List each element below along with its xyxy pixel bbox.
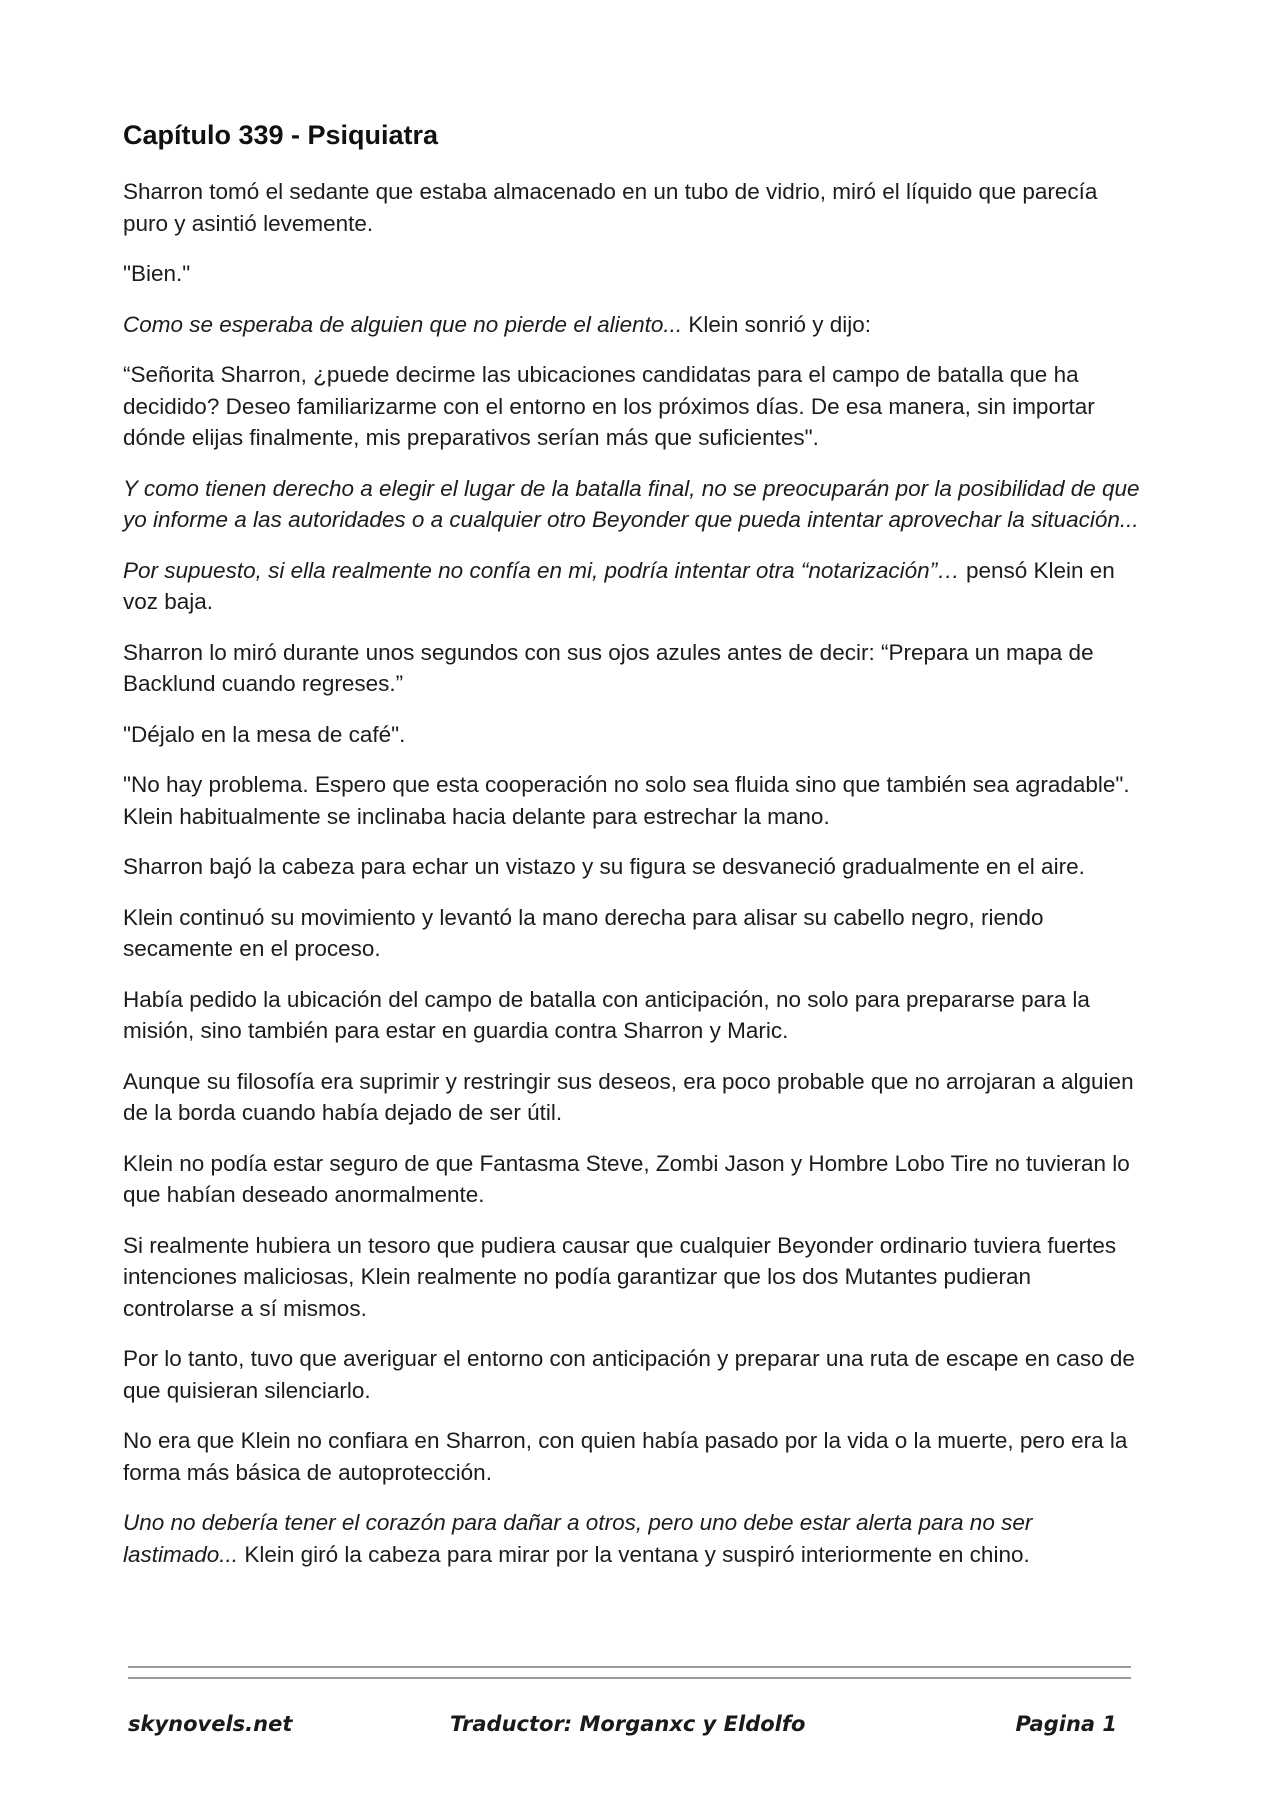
paragraph-text: Sharron lo miró durante unos segundos con sus ojos azules antes de decir: “Prepara un mapa de Backlund cuando regreses.” bbox=[123, 639, 1094, 696]
paragraph-text: "Bien." bbox=[123, 261, 191, 286]
paragraph-text: Klein no podía estar seguro de que Fantasma Steve, Zombi Jason y Hombre Lobo Tire no tuvieran lo que habían deseado anormalmente. bbox=[123, 1150, 1130, 1207]
paragraph-text: Sharron bajó la cabeza para echar un vistazo y su figura se desvaneció gradualmente en el aire. bbox=[123, 854, 1085, 879]
paragraph-text: Si realmente hubiera un tesoro que pudiera causar que cualquier Beyonder ordinario tuviera fuertes intenciones maliciosas, Klein realmente no podía garantizar que los dos Mutantes pudieran controlarse a sí mismos. bbox=[123, 1232, 1117, 1321]
footer-site: skynovels.net bbox=[128, 1712, 293, 1736]
paragraph bbox=[123, 719, 1143, 751]
paragraph bbox=[123, 1343, 1143, 1406]
paragraph bbox=[123, 473, 1143, 536]
paragraph-text: Sharron tomó el sedante que estaba almacenado en un tubo de vidrio, miró el líquido que parecía puro y asintió levemente. bbox=[123, 179, 1098, 236]
paragraph bbox=[123, 1148, 1143, 1211]
page-footer bbox=[128, 1712, 1131, 1752]
paragraph-text: pensó Klein en voz baja. bbox=[123, 557, 1115, 614]
paragraph-list bbox=[123, 176, 1143, 1570]
paragraph-text: Por lo tanto, tuvo que averiguar el entorno con anticipación y preparar una ruta de escape en caso de que quisieran silenciarlo. bbox=[123, 1346, 1135, 1403]
paragraph bbox=[123, 1425, 1143, 1488]
paragraph-text: No era que Klein no confiara en Sharron, con quien había pasado por la vida o la muerte, pero era la forma más básica de autoprotección. bbox=[123, 1428, 1128, 1485]
paragraph bbox=[123, 1066, 1143, 1129]
footer-translator: Traductor: Morganxc y Eldolfo bbox=[450, 1712, 806, 1736]
paragraph-text: Había pedido la ubicación del campo de batalla con anticipación, no solo para prepararse para la misión, sino también para estar en guardia contra Sharron y Maric. bbox=[123, 986, 1090, 1043]
paragraph bbox=[123, 1507, 1143, 1570]
paragraph bbox=[123, 851, 1143, 883]
paragraph bbox=[123, 258, 1143, 290]
italic-text: Como se esperaba de alguien que no pierde el aliento... bbox=[123, 311, 683, 337]
paragraph-text: "Déjalo en la mesa de café". bbox=[123, 721, 406, 747]
paragraph bbox=[123, 176, 1143, 239]
chapter-title: Capítulo 339 - Psiquiatra bbox=[123, 120, 439, 150]
document-body bbox=[123, 118, 1143, 1589]
paragraph bbox=[123, 984, 1143, 1047]
paragraph bbox=[123, 359, 1143, 454]
paragraph-text: "No hay problema. Espero que esta cooperación no solo sea fluida sino que también sea agradable". Klein habitualmente se inclinaba hacia delante para estrechar la mano. bbox=[123, 772, 1130, 829]
paragraph-text: Klein continuó su movimiento y levantó la mano derecha para alisar su cabello negro, riendo secamente en el proceso. bbox=[123, 904, 1044, 961]
paragraph bbox=[123, 1230, 1143, 1325]
paragraph-text: “Señorita Sharron, ¿puede decirme las ubicaciones candidatas para el campo de batalla que ha decidido? Deseo familiarizarme con el entorno en los próximos días. De esa manera, sin importar dónde elijas finalmente, mis preparativos serían más que suficientes". bbox=[123, 362, 1095, 450]
paragraph-text: Aunque su filosofía era suprimir y restringir sus deseos, era poco probable que no arrojaran a alguien de la borda cuando había dejado de ser útil. bbox=[123, 1068, 1134, 1125]
italic-text: Uno no debería tener el corazón para dañar a otros, pero uno debe estar alerta para no ser lastimado... bbox=[123, 1510, 1033, 1567]
italic-text: Y como tienen derecho a elegir el lugar de la batalla final, no se preocuparán por la posibilidad de que yo informe a las autoridades o a cualquier otro Beyonder que pueda intentar aprovechar la situación... bbox=[123, 475, 1140, 532]
paragraph bbox=[123, 769, 1143, 832]
paragraph bbox=[123, 902, 1143, 965]
divider-line bbox=[128, 1666, 1131, 1668]
divider-line bbox=[128, 1677, 1131, 1679]
paragraph-text: Klein giró la cabeza para mirar por la ventana y suspiró interiormente en chino. bbox=[238, 1541, 1030, 1567]
paragraph bbox=[123, 555, 1143, 618]
paragraph bbox=[123, 309, 1143, 341]
italic-text: Por supuesto, si ella realmente no confía en mi, podría intentar otra “notarización”… bbox=[123, 557, 960, 583]
footer-divider bbox=[128, 1666, 1131, 1688]
footer-page-number: Pagina 1 bbox=[1015, 1712, 1117, 1736]
paragraph bbox=[123, 637, 1143, 700]
paragraph-text: Klein sonrió y dijo: bbox=[682, 311, 871, 337]
